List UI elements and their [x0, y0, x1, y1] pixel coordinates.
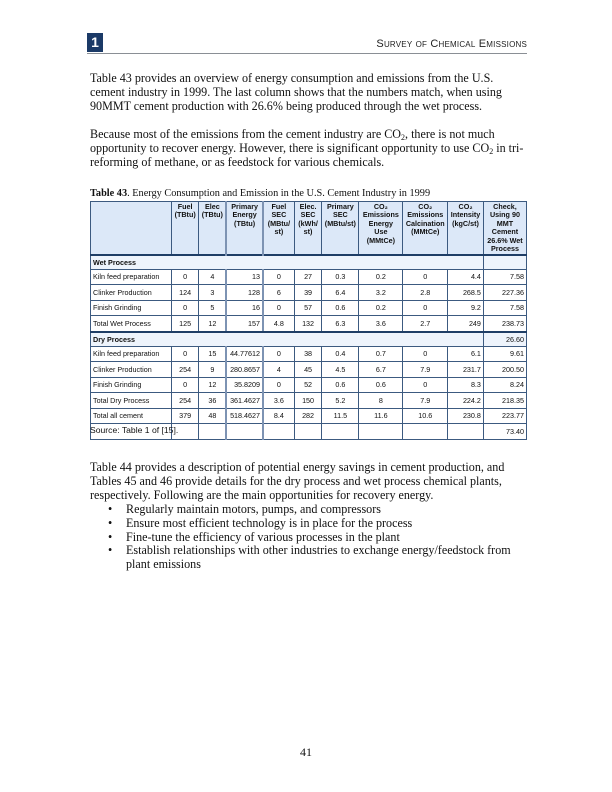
cell: 4.4 [448, 269, 484, 285]
cell: 224.2 [448, 393, 484, 409]
cell: 227.36 [483, 285, 526, 301]
cell [263, 424, 294, 440]
bullet-icon: • [108, 502, 113, 516]
cell: 6.7 [359, 362, 403, 378]
table-caption [90, 188, 430, 199]
column-header: CO₂ Intensity (kgC/st) [448, 202, 484, 255]
cell: 11.5 [322, 408, 359, 424]
table-row [91, 269, 527, 285]
cell: 4.8 [263, 316, 294, 332]
cell: 5.2 [322, 393, 359, 409]
cell: 3.6 [263, 393, 294, 409]
table-row [91, 285, 527, 301]
paragraph-co2-part2: , there is not much opportunity to recover energy. However, there is significant opportunity to use CO [90, 127, 495, 155]
column-header: Fuel SEC (MBtu/ st) [263, 202, 294, 255]
cell: 8.4 [263, 408, 294, 424]
table-row [91, 362, 527, 378]
cell: 0.2 [359, 300, 403, 316]
cell [403, 424, 448, 440]
cell: 150 [294, 393, 322, 409]
row-label: Kiln feed preparation [91, 269, 172, 285]
list-item [90, 503, 530, 517]
column-header: CO₂ Emissions Calcination (MMtCe) [403, 202, 448, 255]
list-item [90, 531, 530, 545]
row-label: Finish Grinding [91, 300, 172, 316]
section-row-wet [91, 255, 527, 270]
column-header: Primary SEC (MBtu/st) [322, 202, 359, 255]
table-caption-label: Table 43 [90, 188, 128, 199]
cell: 4.5 [322, 362, 359, 378]
cell: 0 [171, 269, 199, 285]
cell: 223.77 [483, 408, 526, 424]
cell: 9 [199, 362, 226, 378]
cell: 48 [199, 408, 226, 424]
cell: 231.7 [448, 362, 484, 378]
bullet-icon: • [108, 515, 113, 530]
cell: 3.2 [359, 285, 403, 301]
page-number: 41 [300, 745, 312, 759]
cell: 0.6 [359, 377, 403, 393]
cell: 0 [263, 269, 294, 285]
cell: 0.3 [322, 269, 359, 285]
section-row-dry [91, 332, 527, 347]
paragraph-co2-part1: Because most of the emissions from the cement industry are CO [90, 127, 402, 141]
cell: 282 [294, 408, 322, 424]
list-item-text: Regularly maintain motors, pumps, and compressors [126, 502, 381, 516]
table-row-grand-total [91, 408, 527, 424]
cell [226, 424, 263, 440]
cell: 268.5 [448, 285, 484, 301]
cell: 4 [263, 362, 294, 378]
list-item [90, 517, 530, 531]
cell: 518.4627 [226, 408, 263, 424]
cell: 0 [403, 377, 448, 393]
cell: 35.8209 [226, 377, 263, 393]
cell: 200.50 [483, 362, 526, 378]
cell: 2.7 [403, 316, 448, 332]
cell: 4 [199, 269, 226, 285]
cell: 13 [226, 269, 263, 285]
cell: 0 [263, 346, 294, 362]
cell: 0.7 [359, 346, 403, 362]
column-header: Elec (TBtu) [199, 202, 226, 255]
row-label: Clinker Production [91, 285, 172, 301]
cell: 2.8 [403, 285, 448, 301]
cell [294, 424, 322, 440]
cell: 125 [171, 316, 199, 332]
bullet-icon: • [108, 529, 113, 544]
cell [359, 424, 403, 440]
column-header: Fuel (TBtu) [171, 202, 199, 255]
cell: 6.1 [448, 346, 484, 362]
cell: 0 [171, 377, 199, 393]
cell: 254 [171, 362, 199, 378]
cell: 8 [359, 393, 403, 409]
cell: 7.9 [403, 393, 448, 409]
subscript: 2 [401, 133, 406, 142]
section-title: Dry Process [91, 332, 484, 347]
paragraph-co2 [90, 128, 530, 169]
paragraph-co2-part3: in tri-reforming of methane, or as feedstock for various chemicals. [90, 140, 524, 169]
cell: 238.73 [483, 316, 526, 332]
table-header-row [91, 202, 527, 255]
cell: 0 [403, 269, 448, 285]
section-title: Wet Process [91, 255, 484, 270]
column-header [91, 202, 172, 255]
cell: 128 [226, 285, 263, 301]
row-label: Clinker Production [91, 362, 172, 378]
table-row-total [91, 316, 527, 332]
cell: 0 [403, 346, 448, 362]
running-title: Survey of Chemical Emissions [376, 38, 527, 50]
cell: 132 [294, 316, 322, 332]
list-item-text: Ensure most efficient technology is in place for the process [126, 515, 413, 530]
column-header: Check, Using 90 MMT Cement 26.6% Wet Process [483, 202, 526, 255]
cell: 0.6 [322, 300, 359, 316]
section-check: 26.60 [483, 332, 526, 347]
column-header: Elec. SEC (kWh/ st) [294, 202, 322, 255]
running-header [87, 33, 527, 54]
cell: 218.35 [483, 393, 526, 409]
cell: 39 [294, 285, 322, 301]
cell: 38 [294, 346, 322, 362]
table-row [91, 300, 527, 316]
row-label: Total all cement [91, 408, 172, 424]
cell: 52 [294, 377, 322, 393]
cell: 15 [199, 346, 226, 362]
list-item-text: Fine-tune the efficiency of various processes in the plant [126, 529, 400, 544]
cell: 27 [294, 269, 322, 285]
cell [199, 424, 226, 440]
row-label: Kiln feed preparation [91, 346, 172, 362]
cell: 6.4 [322, 285, 359, 301]
cell: 7.9 [403, 362, 448, 378]
list-item [90, 544, 530, 572]
cell: 0.6 [322, 377, 359, 393]
cell: 44.77612 [226, 346, 263, 362]
cell: 6.3 [322, 316, 359, 332]
bullet-icon: • [108, 543, 113, 558]
cell: 7.58 [483, 300, 526, 316]
cell: 3 [199, 285, 226, 301]
table-row [91, 346, 527, 362]
opportunities-list [90, 503, 530, 572]
cell: 280.8657 [226, 362, 263, 378]
table-caption-text: . Energy Consumption and Emission in the U.S. Cement Industry in 1999 [127, 188, 431, 199]
cell: 12 [199, 377, 226, 393]
table-row-total [91, 393, 527, 409]
table-row [91, 377, 527, 393]
cell [322, 424, 359, 440]
cell: 8.24 [483, 377, 526, 393]
cell [448, 424, 484, 440]
table-source-note: Source: Table 1 of [15]. [90, 425, 179, 435]
cell: 379 [171, 408, 199, 424]
cell: 0 [171, 300, 199, 316]
cell: 57 [294, 300, 322, 316]
cell: 0 [171, 346, 199, 362]
cell: 0 [263, 300, 294, 316]
cell: 7.58 [483, 269, 526, 285]
cell: 12 [199, 316, 226, 332]
cell: 10.6 [403, 408, 448, 424]
paragraph-savings: Table 44 provides a description of potential energy savings in cement production, and Tables 45 and 46 provide details for the dry process and wet process chemical plants, respectively. Following are the main opportunities for recovery energy. [90, 460, 505, 502]
cell: 361.4627 [226, 393, 263, 409]
energy-emissions-table [90, 201, 527, 440]
cell: 8.3 [448, 377, 484, 393]
subscript: 2 [489, 146, 494, 156]
cell: 0 [403, 300, 448, 316]
cell: 0 [263, 377, 294, 393]
column-header: CO₂ Emissions Energy Use (MMtCe) [359, 202, 403, 255]
row-label: Total Wet Process [91, 316, 172, 332]
section-check [483, 255, 526, 270]
cell: 11.6 [359, 408, 403, 424]
row-label: Total Dry Process [91, 393, 172, 409]
cell: 157 [226, 316, 263, 332]
cell: 9.2 [448, 300, 484, 316]
final-check-value: 73.40 [483, 424, 526, 440]
chapter-number-badge: 1 [87, 33, 103, 52]
cell: 0.4 [322, 346, 359, 362]
column-header: Primary Energy (TBtu) [226, 202, 263, 255]
cell: 5 [199, 300, 226, 316]
cell: 124 [171, 285, 199, 301]
cell: 16 [226, 300, 263, 316]
cell: 36 [199, 393, 226, 409]
cell: 3.6 [359, 316, 403, 332]
cell: 6 [263, 285, 294, 301]
cell: 230.8 [448, 408, 484, 424]
cell: 254 [171, 393, 199, 409]
cell: 9.61 [483, 346, 526, 362]
paragraph-intro: Table 43 provides an overview of energy consumption and emissions from the U.S. cement industry in 1999. The last column shows that the numbers match, when using 90MMT cement production with 26.6% being produced through the wet process. [90, 71, 502, 113]
list-item-text: Establish relationships with other industries to exchange energy/feedstock from plant emissions [126, 543, 511, 572]
cell: 0.2 [359, 269, 403, 285]
cell: 249 [448, 316, 484, 332]
cell: 45 [294, 362, 322, 378]
row-label: Finish Grinding [91, 377, 172, 393]
